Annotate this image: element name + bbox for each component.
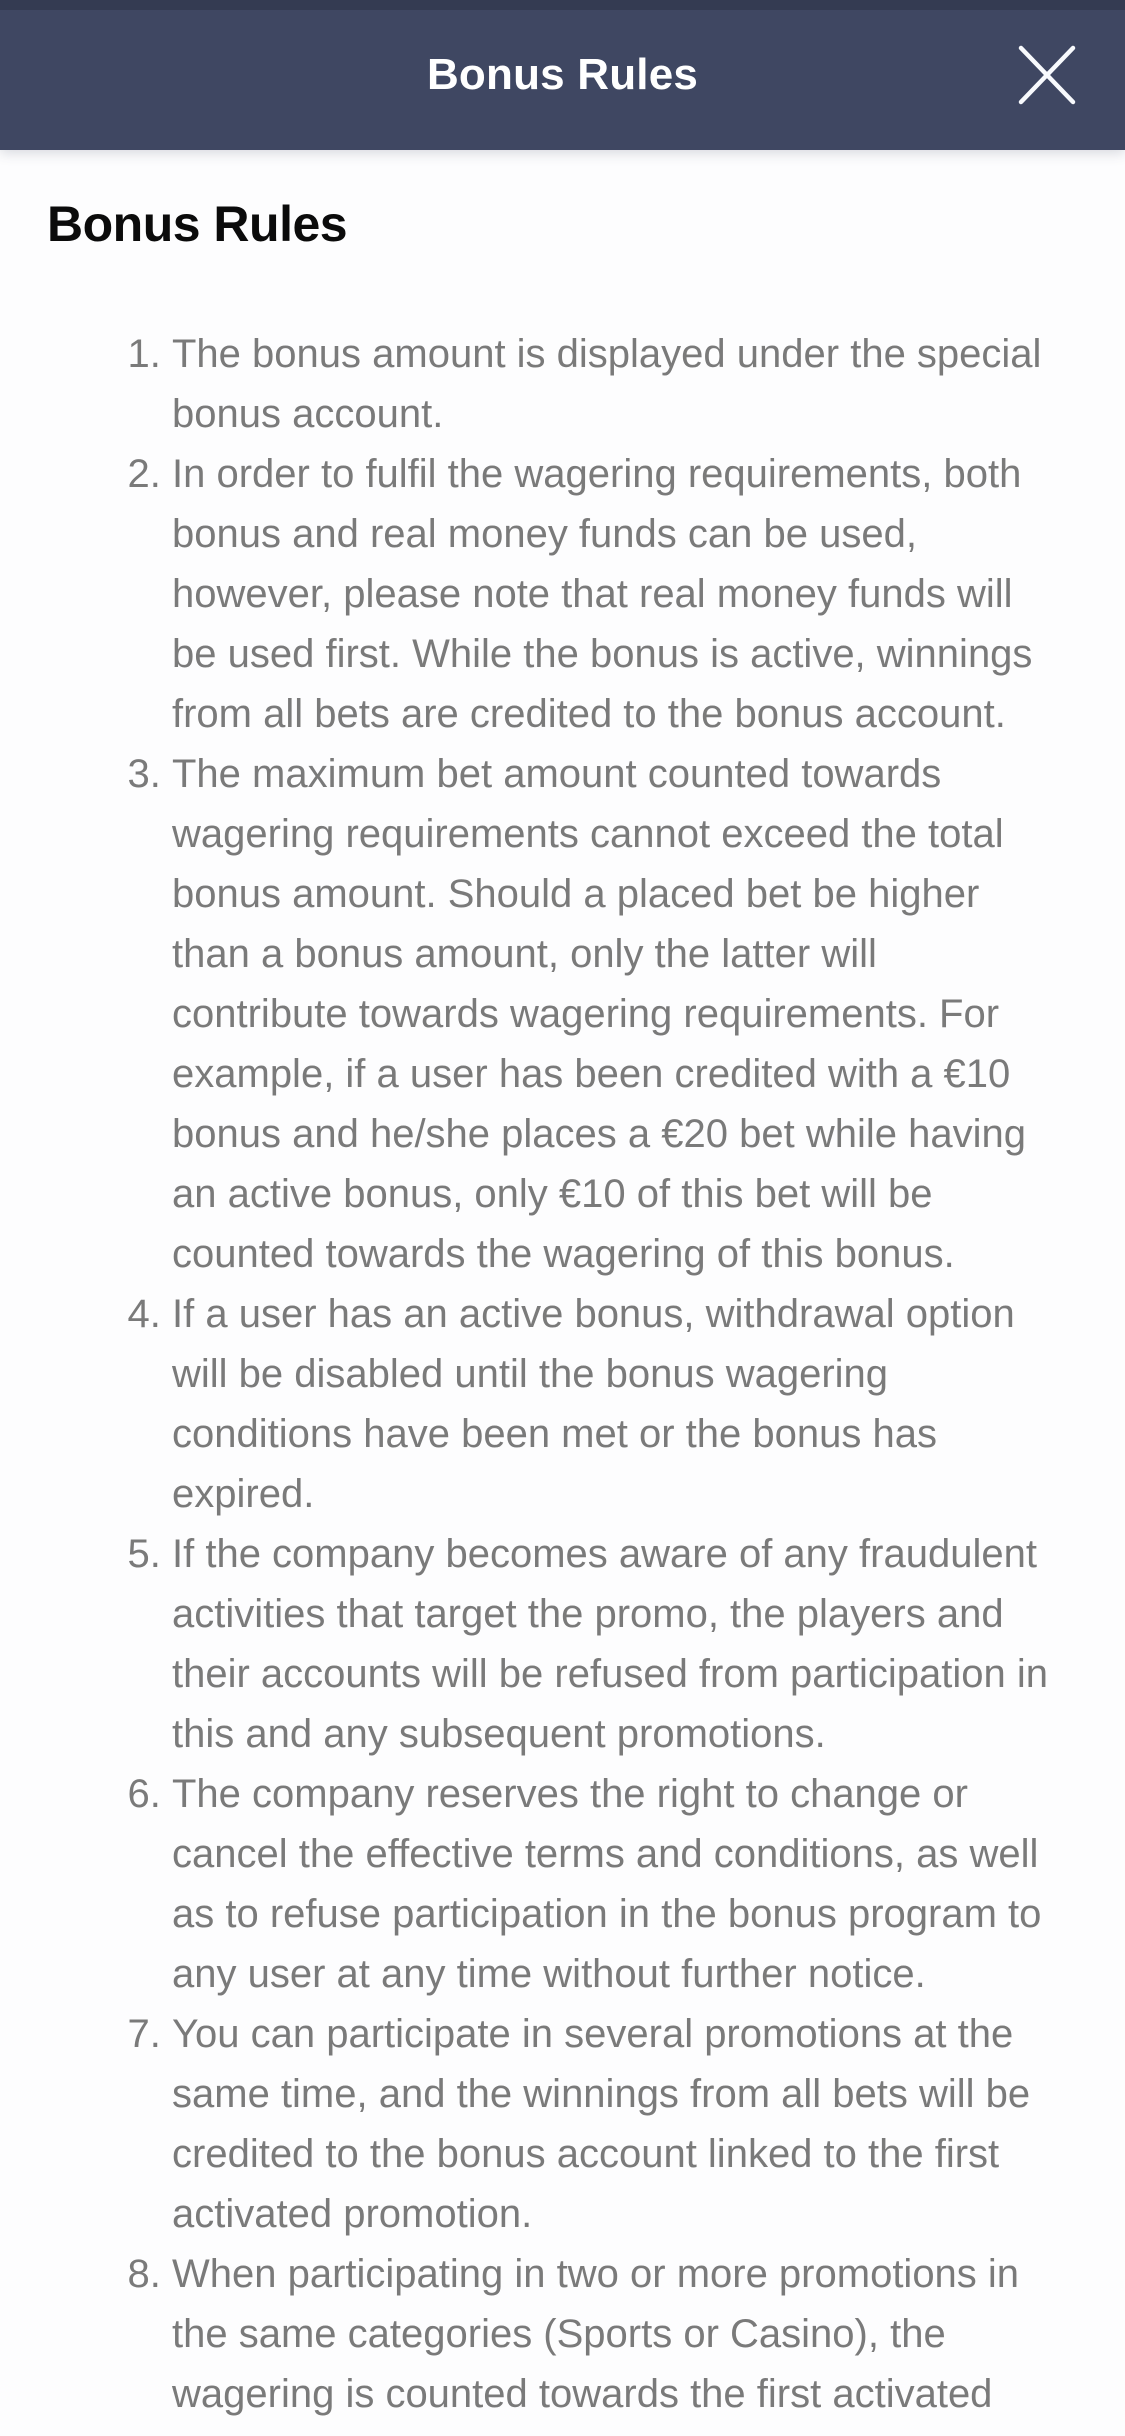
bonus-rule-item: 6. The company reserves the right to change or cancel the effective terms and conditions, as well as to refuse participation in the bonus program to any user at any time without further notice. — [172, 1764, 1052, 2004]
bonus-rule-item: 8. When participating in two or more promotions in the same categories (Sports or Casino), the wagering is counted towards the first activated — [172, 2244, 1052, 2424]
close-button[interactable] — [1011, 39, 1083, 111]
bonus-rule-item: 5. If the company becomes aware of any fraudulent activities that target the promo, the players and their accounts will be refused from participation in this and any subsequent promotions. — [172, 1524, 1052, 1764]
bonus-rule-item: 3. The maximum bet amount counted towards wagering requirements cannot exceed the total bonus amount. Should a placed bet be higher than a bonus amount, only the latter will contribute towards wagering requirements. For example, if a user has been credited with a €10 bonus and he/she places a €20 bet while having an active bonus, only €10 of this bet will be counted towards the wagering of this bonus. — [172, 744, 1052, 1284]
bonus-rules-list — [47, 324, 1052, 2424]
modal-header — [0, 0, 1125, 150]
close-icon — [1018, 45, 1076, 105]
page-title: Bonus Rules — [47, 196, 348, 252]
bonus-rule-item: 7. You can participate in several promotions at the same time, and the winnings from all bets will be credited to the bonus account linked to the first activated promotion. — [172, 2004, 1052, 2244]
bonus-rule-item: 1. The bonus amount is displayed under the special bonus account. — [172, 324, 1052, 444]
modal-body — [0, 196, 1125, 2424]
bonus-rule-item: 2. In order to fulfil the wagering requirements, both bonus and real money funds can be used, however, please note that real money funds will be used first. While the bonus is active, winnings from all bets are credited to the bonus account. — [172, 444, 1052, 744]
bonus-rule-item: 4. If a user has an active bonus, withdrawal option will be disabled until the bonus wagering conditions have been met or the bonus has expired. — [172, 1284, 1052, 1524]
modal-title: Bonus Rules — [426, 50, 699, 99]
